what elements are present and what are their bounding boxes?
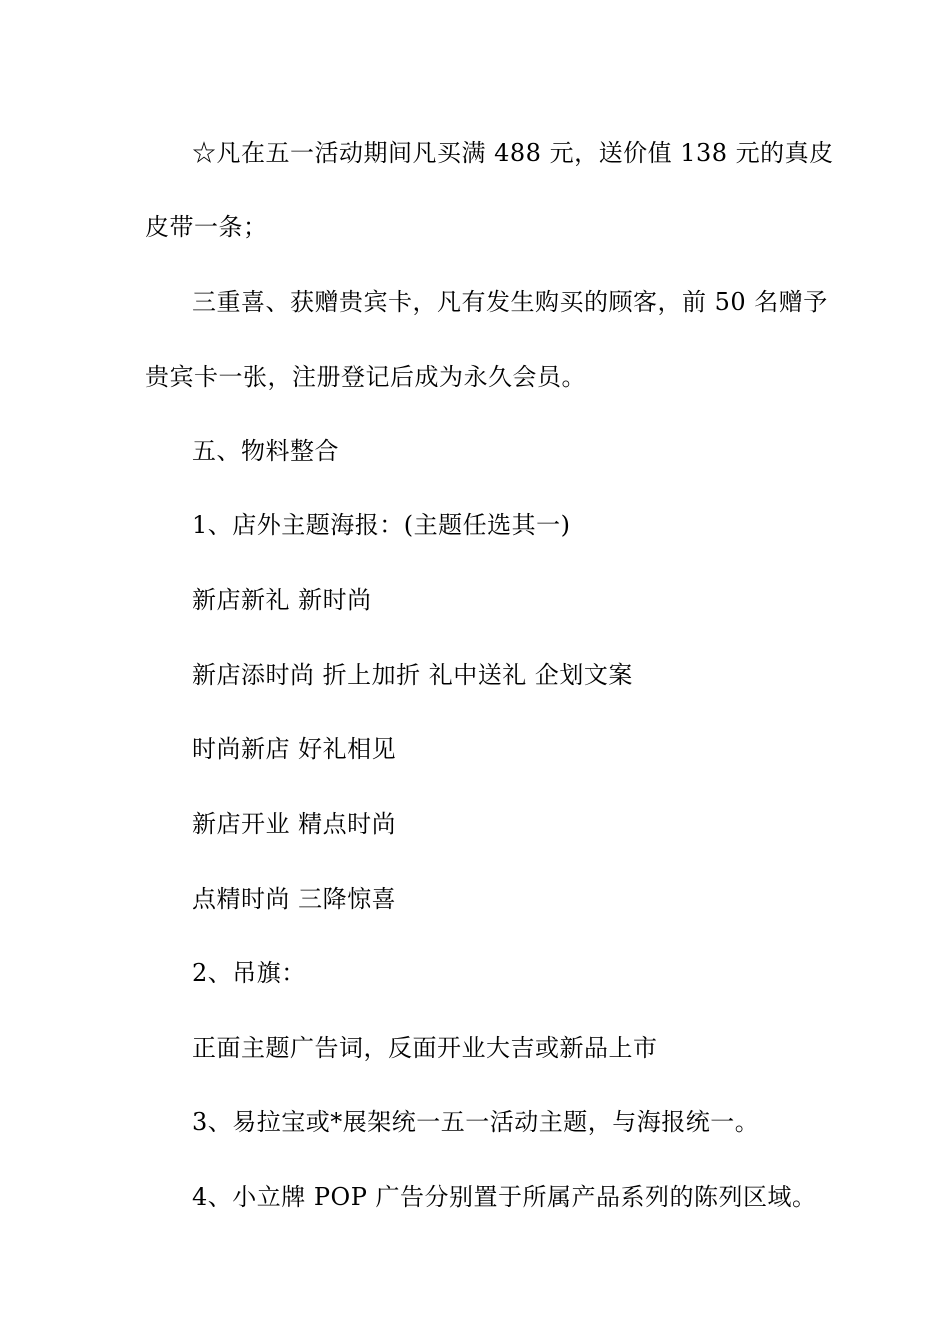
promo-paragraph-line-1: ☆凡在五一活动期间凡买满 488 元，送价值 138 元的真皮 [192, 139, 834, 167]
slogan-5: 点精时尚 三降惊喜 [192, 885, 397, 913]
item-4-pop-sign: 4、小立牌 POP 广告分别置于所属产品系列的陈列区域。 [192, 1183, 817, 1211]
slogan-4: 新店开业 精点时尚 [192, 810, 397, 838]
promo-paragraph-line-2: 皮带一条； [145, 213, 268, 241]
section-heading-materials: 五、物料整合 [192, 437, 339, 465]
vip-paragraph-line-2: 贵宾卡一张，注册登记后成为永久会员。 [145, 363, 586, 391]
item-2-hanging-flag: 2、吊旗： [192, 959, 306, 987]
slogan-2: 新店添时尚 折上加折 礼中送礼 企划文案 [192, 661, 633, 689]
item-3-rollup-banner: 3、易拉宝或*展架统一五一活动主题，与海报统一。 [192, 1108, 760, 1136]
vip-paragraph-line-1: 三重喜、获赠贵宾卡，凡有发生购买的顾客，前 50 名赠予 [192, 288, 828, 316]
slogan-3: 时尚新店 好礼相见 [192, 735, 397, 763]
item-2-description: 正面主题广告词，反面开业大吉或新品上市 [192, 1034, 658, 1062]
slogan-1: 新店新礼 新时尚 [192, 586, 372, 614]
item-1-poster: 1、店外主题海报：(主题任选其一) [192, 511, 571, 539]
